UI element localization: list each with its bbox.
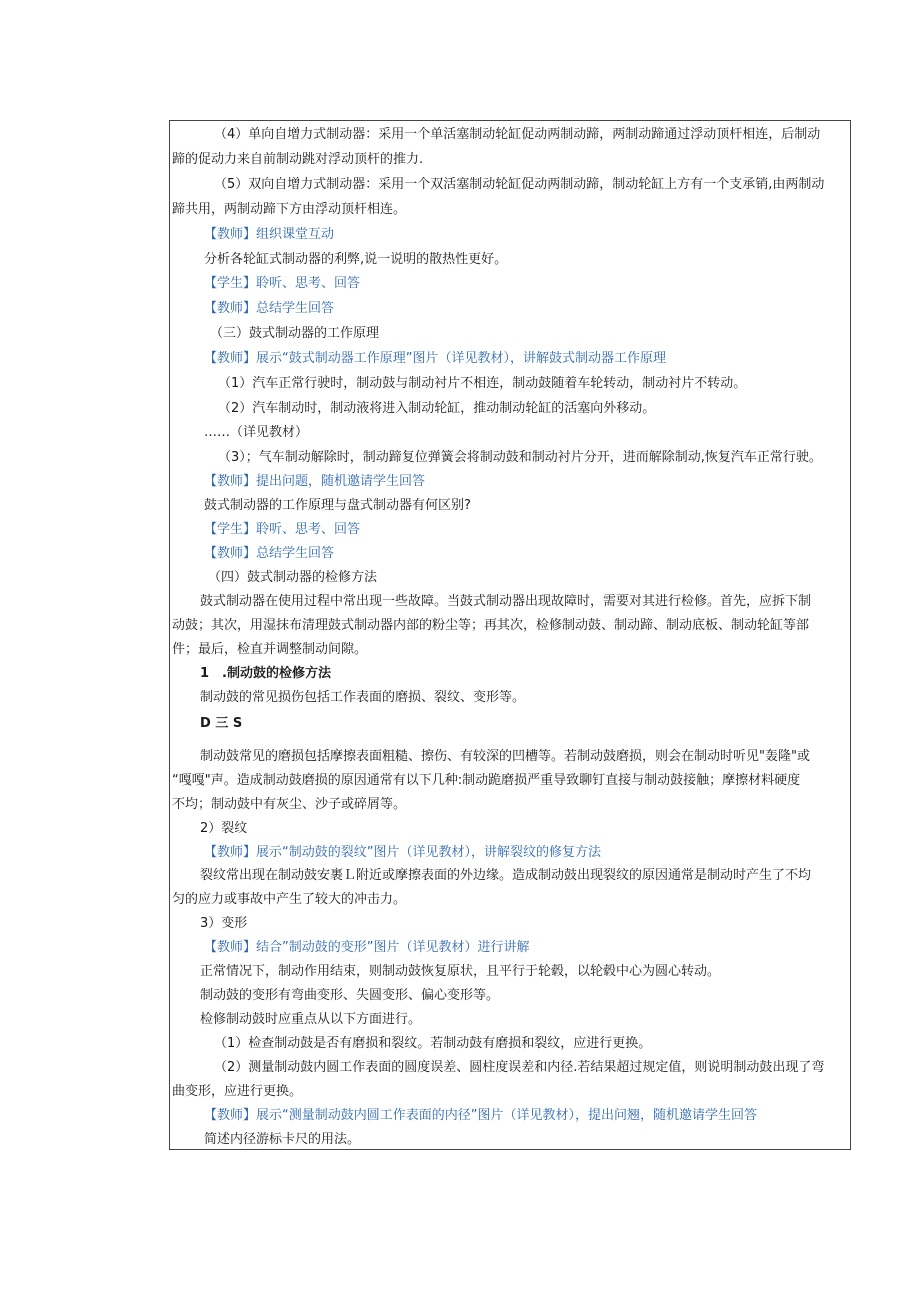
paragraph-line: 匀的应力或事故中产生了较大的冲击力。 (172, 892, 407, 907)
paragraph-line: （1）检查制动鼓是否有磨损和裂纹。若制动鼓有磨损和裂纹，应进行更换。 (214, 1036, 652, 1051)
paragraph-line: 正常情况下，制动作用结束，则制动鼓恢复原状，且平行于轮毂，以轮毂中心为圆心转动。 (200, 964, 721, 979)
paragraph-line: 裂纹常出现在制动鼓安裹Ｌ附近或摩擦表面的外边缘。造成制动鼓出现裂纹的原因通常是制动时产生了不均 (200, 868, 812, 883)
teacher-activity-line: 【教师】总结学生回答 (204, 546, 335, 561)
paragraph-line: （1）汽车正常行驶时，制动鼓与制动衬片不相连，制动鼓随着车轮转动，制动衬片不转动。 (218, 376, 747, 391)
teacher-activity-line: 【教师】展示“制动鼓的裂纹”图片（详见教材），讲解裂纹的修复方法 (204, 845, 601, 860)
paragraph-line: 制动鼓常见的磨损包括摩擦表面粗糙、擦伤、有较深的凹槽等。若制动鼓磨损，则会在制动时听见"轰隆"或 (200, 749, 810, 764)
paragraph-line: 鼓式制动器在使用过程中常出现一些故障。当鼓式制动器出现故障时，需要对其进行检修。首先，应拆下制 (200, 594, 812, 609)
subsection-heading: 1 .制动鼓的检修方法 (200, 666, 331, 681)
subsection-heading: 3）变形 (200, 916, 248, 931)
teacher-activity-line: 【教师】结合”制动鼓的变形”图片（详见教材）进行讲解 (204, 940, 530, 955)
subsection-heading: 2）裂纹 (200, 821, 248, 836)
paragraph-line: 制动鼓的变形有弯曲变形、失圆变形、偏心变形等。 (200, 988, 500, 1003)
student-activity-line: 【学生】聆听、思考、回答 (204, 522, 361, 537)
paragraph-line: “嘎嘎"声。造成制动鼓磨损的原因通常有以下几种:制动跪磨损严重导致聊钉直接与制动鼓接触；摩擦材料硬度 (172, 773, 801, 788)
paragraph-line: （2）测量制动鼓内圆工作表面的圆度误差、圆柱度误差和内径.若结果超过规定值，则说明制动鼓出现了弯 (214, 1060, 825, 1075)
teacher-activity-line: 【教师】展示“鼓式制动器工作原理”图片（详见教材），讲解鼓式制动器工作原理 (204, 351, 666, 366)
paragraph-line: 曲变形，应进行更换。 (172, 1084, 303, 1099)
subsection-heading: D 三 S (200, 716, 243, 731)
paragraph-line: 检修制动鼓时应重点从以下方面进行。 (200, 1012, 422, 1027)
paragraph-line: ……（详见教材） (204, 425, 309, 440)
paragraph-line: 件；最后，检直并调整制动间隙。 (172, 642, 368, 657)
paragraph-line: （2）汽车制动时，制动液将进入制动轮缸，推动制动轮缸的活塞向外移动。 (218, 401, 656, 416)
paragraph-line: （3）；气车制动解除时，制动蹄复位弹簧会将制动鼓和制动衬片分开，进而解除制动,恢复汽车正常行驶。 (218, 450, 822, 465)
section-heading: （四）鼓式制动器的检修方法 (208, 570, 378, 585)
paragraph-line: （5）双向自增力式制动器：采用一个双活塞制动轮缸促动两制动蹄，制动轮缸上方有一个支承销,由两制动 (214, 177, 825, 192)
teacher-activity-line: 【教师】展示“测量制动鼓内圆工作表面的内径”图片（详见教材），提出问翘，随机邀请学生回答 (204, 1108, 757, 1123)
teacher-activity-line: 【教师】提出问题，随机邀请学生回答 (204, 474, 426, 489)
paragraph-line: 分析各轮缸式制动器的利弊,说一说明的散热性更好。 (204, 252, 508, 267)
paragraph-line: 蹄的促动力来自前制动跳对浮动顶杆的推力. (172, 152, 424, 167)
paragraph-line: 鼓式制动器的工作原理与盘式制动器有何区别? (204, 498, 471, 513)
section-heading: （三）鼓式制动器的工作原理 (210, 326, 380, 341)
teacher-activity-line: 【教师】组织课堂互动 (204, 227, 335, 242)
student-activity-line: 【学生】聆听、思考、回答 (204, 276, 361, 291)
paragraph-line: 制动鼓的常见损伤包括工作表面的磨损、裂纹、变形等。 (200, 690, 526, 705)
paragraph-line: 不均；制动鼓中有灰尘、沙子或碎屑等。 (172, 797, 407, 812)
paragraph-line: 简述内径游标卡尺的用法。 (204, 1132, 361, 1147)
paragraph-line: 动鼓；其次，用湿抹布清理鼓式制动器内部的粉尘等；再其次，检修制动鼓、制动蹄、制动底板、制动轮缸等部 (172, 618, 810, 633)
teacher-activity-line: 【教师】总结学生回答 (204, 301, 335, 316)
paragraph-line: 蹄共用，两制动蹄下方由浮动顶杆相连。 (172, 202, 407, 217)
paragraph-line: （4）单向自增力式制动器：采用一个单活塞制动轮缸促动两制动蹄，两制动蹄通过浮动顶杆相连，后制动 (214, 127, 821, 142)
